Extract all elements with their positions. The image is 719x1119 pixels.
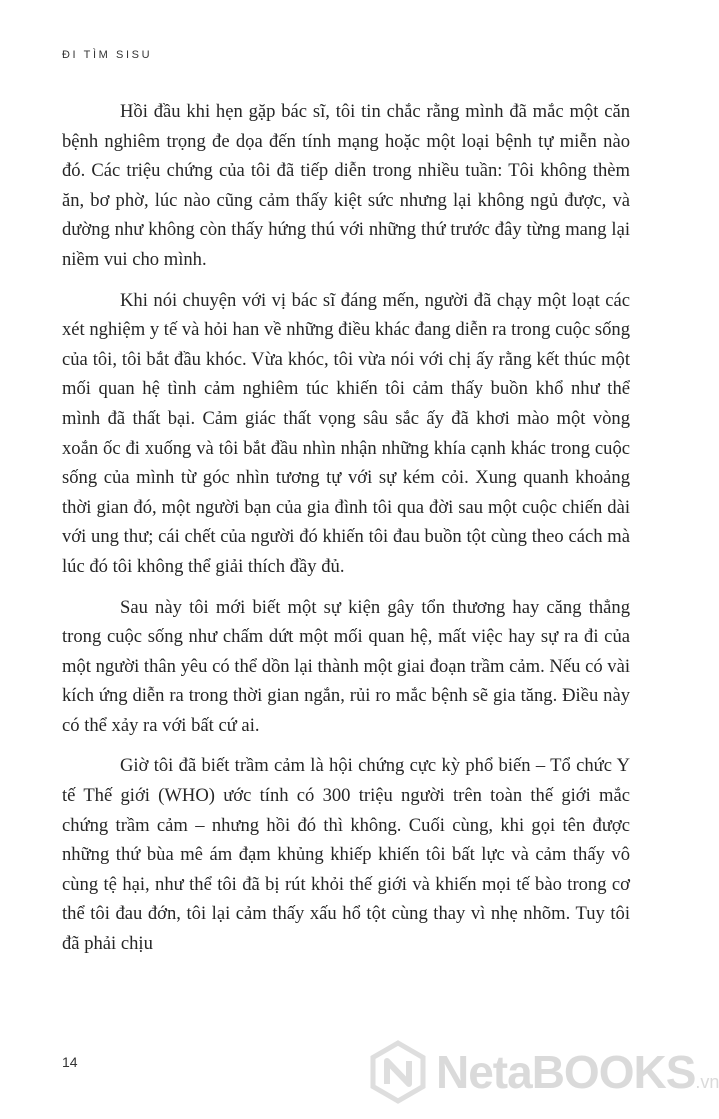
watermark-text [436, 1046, 719, 1098]
paragraph-1: Hồi đầu khi hẹn gặp bác sĩ, tôi tin chắc rằng mình đã mắc một căn bệnh nghiêm trọng đe dọa đến tính mạng hoặc một loại bệnh tự miễn nào đó. Các triệu chứng của tôi đã tiếp diễn trong nhiều tuần: Tôi không thèm ăn, bơ phờ, lúc nào cũng cảm thấy kiệt sức nhưng lại không ngủ được, và dường như không còn thấy hứng thú với những thứ trước đây từng mang lại niềm vui cho mình. [62, 101, 630, 270]
page-number: 14 [62, 1054, 78, 1070]
netabooks-watermark [366, 1040, 719, 1104]
watermark-brand: NetaBOOKS [436, 1046, 696, 1098]
watermark-suffix: .vn [695, 1072, 719, 1092]
paragraph-4: Giờ tôi đã biết trầm cảm là hội chứng cực kỳ phổ biến – Tổ chức Y tế Thế giới (WHO) ước tính có 300 triệu người trên toàn thế giới mắc chứng trầm cảm – nhưng hồi đó thì không. Cuối cùng, khi gọi tên được những thứ bùa mê ám đạm khủng khiếp khiến tôi bất lực và cảm thấy vô cùng tệ hại, như thể tôi đã bị rút khỏi thế giới và khiến mọi tế bào trong cơ thể tôi đau đớn, tôi lại cảm thấy xấu hổ tột cùng thay vì nhẹ nhõm. Tuy tôi đã phải chịu [62, 755, 630, 955]
netabooks-n-logo-icon [366, 1040, 430, 1104]
running-head-title: ĐI TÌM SISU [62, 49, 153, 61]
paragraph-2: Khi nói chuyện với vị bác sĩ đáng mến, người đã chạy một loạt các xét nghiệm y tế và hỏi han về những điều khác đang diễn ra trong cuộc sống của tôi, tôi bắt đầu khóc. Vừa khóc, tôi vừa nói với chị ấy rằng kết thúc một mối quan hệ tình cảm nghiêm túc khiến tôi cảm thấy buồn khổ như thể mình đã thất bại. Cảm giác thất vọng sâu sắc ấy đã khơi mào một vòng xoắn ốc đi xuống và tôi bắt đầu nhìn nhận những khía cạnh khác trong cuộc sống của mình từ góc nhìn tương tự với sự kém cỏi. Xung quanh khoảng thời gian đó, một người bạn của gia đình tôi qua đời sau một cuộc chiến dài với ung thư; cái chết của người đó khiến tôi đau buồn tột cùng theo cách mà lúc đó tôi không thể giải thích đầy đủ. [62, 289, 630, 577]
paragraph-3: Sau này tôi mới biết một sự kiện gây tổn thương hay căng thẳng trong cuộc sống như chấm dứt một mối quan hệ, mất việc hay sự ra đi của một người thân yêu có thể dồn lại thành một giai đoạn trầm cảm. Nếu có vài kích ứng diễn ra trong thời gian ngắn, rủi ro mắc bệnh sẽ gia tăng. Điều này có thể xảy ra với bất cứ ai. [62, 596, 630, 736]
body-text [62, 97, 630, 970]
